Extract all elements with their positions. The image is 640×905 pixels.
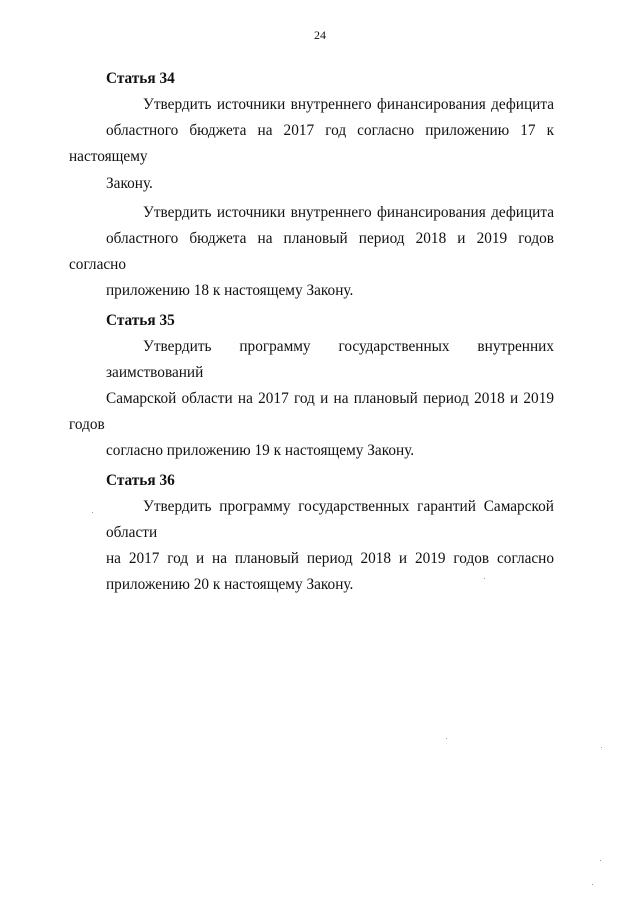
paragraph-line: Утвердить источники внутреннего финансирования дефицита (143, 203, 554, 221)
scan-speck (484, 578, 485, 579)
article-heading: Статья 34 (106, 70, 175, 87)
paragraph (69, 334, 554, 465)
article-35 (69, 308, 554, 465)
article-heading: Статья 36 (106, 471, 175, 489)
paragraph-line: областного бюджета на плановый период 2018 и 2019 годов согласно (69, 230, 554, 274)
paragraph-line: Утвердить источники внутреннего финансирования дефицита (143, 96, 554, 113)
scan-speck (446, 738, 447, 739)
scan-speck (592, 884, 593, 885)
document-body (69, 66, 554, 598)
paragraph-line: Самарской области на 2017 год и на плановый период 2018 и 2019 годов (69, 390, 554, 434)
paragraph-line: Утвердить программу государственных гарантий Самарской области (106, 497, 554, 541)
article-36 (69, 468, 554, 599)
article-34 (69, 66, 554, 305)
paragraph-line: областного бюджета на 2017 год согласно приложению 17 к настоящему (69, 122, 554, 166)
paragraph-line: приложению 20 к настоящему Закону. (106, 576, 354, 594)
paragraph-line: согласно приложению 19 к настоящему Закону. (106, 442, 415, 460)
paragraph-line: на 2017 год и на плановый период 2018 и 2019 годов согласно (106, 550, 554, 568)
scan-speck (600, 860, 601, 861)
article-heading: Статья 35 (106, 311, 175, 329)
scan-speck (601, 747, 602, 748)
page-number: 24 (314, 28, 326, 42)
paragraph (69, 92, 554, 197)
paragraph-line: Закону. (106, 174, 153, 192)
paragraph (69, 494, 554, 599)
paragraph-line: Утвердить программу государственных внутренних заимствований (106, 337, 554, 381)
scan-speck (92, 512, 93, 513)
paragraph-line: приложению 18 к настоящему Закону. (106, 282, 354, 300)
paragraph (69, 200, 554, 305)
